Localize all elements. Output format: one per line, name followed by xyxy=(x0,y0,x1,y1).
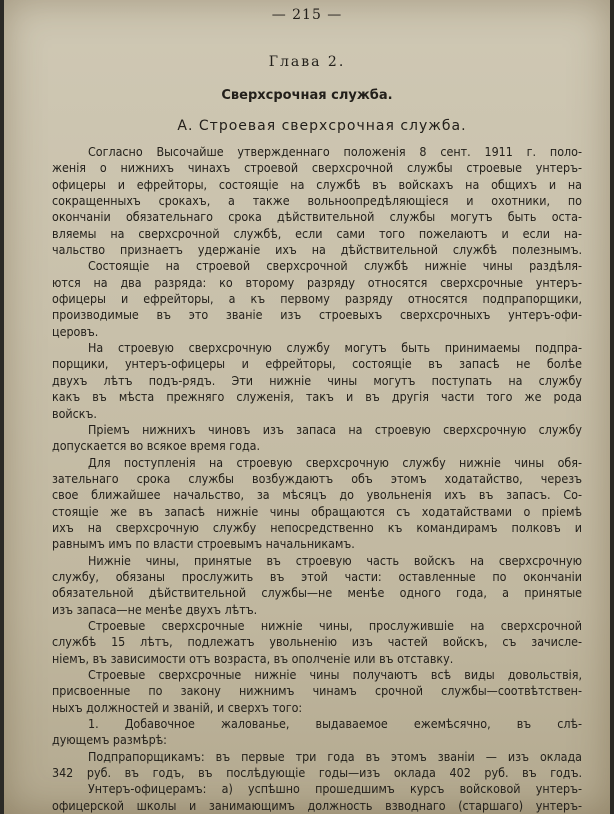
body-text xyxy=(52,144,582,814)
text-line: На строевую сверхсрочную службу могутъ быть принимаемы подпра- xyxy=(88,340,582,356)
text-line: обязательной дѣйствительной службы—не менѣе одного года, а принятые xyxy=(52,585,582,601)
section-title: Сверхсрочная служба. xyxy=(221,88,393,103)
text-line: 342 руб. въ годъ, въ послѣдующіе годы—изъ оклада 402 руб. въ годъ. xyxy=(52,765,582,781)
text-line: службу, обязаны прослужить въ этой части: оставленные по окончаніи xyxy=(52,568,582,584)
text-line: зательнаго срока службы возбуждаютъ объ этомъ ходатайство, черезъ xyxy=(52,470,582,486)
text-line: Состоящіе на строевой сверхсрочной службѣ нижніе чины раздѣля- xyxy=(88,258,582,274)
text-line: порщики, унтеръ-офицеры и ефрейторы, состоящіе въ запасѣ не болѣе xyxy=(52,356,582,372)
text-line: Нижніе чины, принятые въ строевую часть войскъ на сверхсрочную xyxy=(88,552,582,568)
text-line: чальство признаетъ удержаніе ихъ на дѣйствительной службѣ полезнымъ. xyxy=(52,242,582,258)
text-line: Строевые сверхсрочные нижніе чины получаютъ всѣ виды довольствія, xyxy=(88,667,582,682)
text-line: Согласно Высочайше утвержденнаго положенія 8 сент. 1911 г. поло- xyxy=(88,144,582,159)
text-line: окончаніи обязательнаго срока дѣйствительной службы могутъ быть оста- xyxy=(52,209,582,225)
page-number: — 215 — xyxy=(271,7,343,23)
text-line: Строевые сверхсрочные нижніе чины, прослужившіе на сверхсрочной xyxy=(88,617,582,633)
text-line: офицеры и ефрейторы, состоящіе на службѣ въ войскахъ на общихъ и на xyxy=(52,176,582,192)
text-line: ются на два разряда: ко второму разряду относятся сверхсрочные унтеръ- xyxy=(52,274,582,290)
text-line: церовъ. xyxy=(52,323,99,339)
text-line: производимые въ это званіе изъ строевыхъ сверхсрочныхъ унтеръ-офи- xyxy=(52,307,582,323)
document-page xyxy=(4,0,610,814)
subsection-heading: А. Строевая сверхсрочная служба. xyxy=(177,118,467,134)
text-line: стоящіе же въ запасѣ нижніе чины обращаются съ ходатайствами о пріемѣ xyxy=(52,503,582,519)
text-line: Унтеръ-офицерамъ: а) успѣшно прошедшимъ курсъ войсковой унтеръ- xyxy=(88,781,582,797)
text-line: вляемы на сверхсрочной службѣ, если сами того пожелаютъ и если на- xyxy=(52,225,582,241)
text-line: присвоенные по закону нижнимъ чинамъ срочной службы—соотвѣтствен- xyxy=(52,683,582,699)
chapter-heading: Глава 2. xyxy=(268,54,346,70)
text-line: равнымъ имъ по власти строевымъ начальникамъ. xyxy=(52,536,355,552)
text-line: Пріемъ нижнихъ чиновъ изъ запаса на строевую сверхсрочную службу xyxy=(88,421,582,437)
text-line: ныхъ должностей и званій, и сверхъ того: xyxy=(52,699,303,715)
text-line: офицерской школы и занимающимъ должность взводнаго (старшаго) унтеръ- xyxy=(52,797,582,813)
text-line: офицеры и ефрейторы, а къ первому разряду относятся подпрапорщики, xyxy=(52,291,582,307)
text-line: какъ въ мѣста прежняго служенія, такъ и въ другія части того же рода xyxy=(52,389,582,405)
text-line: женія о нижнихъ чинахъ строевой сверхсрочной службы строевые унтеръ- xyxy=(52,160,582,176)
text-line: двухъ лѣтъ подъ-рядъ. Эти нижніе чины могутъ поступать на службу xyxy=(52,372,582,388)
text-line: 1. Добавочное жалованье, выдаваемое ежемѣсячно, въ слѣ- xyxy=(88,716,582,732)
text-line: изъ запаса—не менѣе двухъ лѣтъ. xyxy=(52,601,258,617)
text-line: допускается во всякое время года. xyxy=(52,438,261,454)
text-line: сокращенныхъ срокахъ, а также вольноопредѣляющіеся и охотники, по xyxy=(52,193,582,209)
text-line: свое ближайшее начальство, за мѣсяцъ до увольненія ихъ въ запасъ. Со- xyxy=(52,487,582,503)
text-line: дующемъ размѣрѣ: xyxy=(52,732,167,748)
text-line: службѣ 15 лѣтъ, подлежатъ увольненію изъ частей войскъ, съ зачисле- xyxy=(52,634,582,650)
text-line: ніемъ, въ зависимости отъ возраста, въ ополченіе или въ отставку. xyxy=(52,650,454,666)
text-line: ихъ на сверхсрочную службу непосредственно къ командирамъ полковъ и xyxy=(52,519,582,535)
text-line: Для поступленія на строевую сверхсрочную службу нижніе чины обя- xyxy=(88,454,582,470)
text-line: войскъ. xyxy=(52,405,97,421)
text-line: Подпрапорщикамъ: въ первые три года въ этомъ званіи — изъ оклада xyxy=(88,748,582,764)
